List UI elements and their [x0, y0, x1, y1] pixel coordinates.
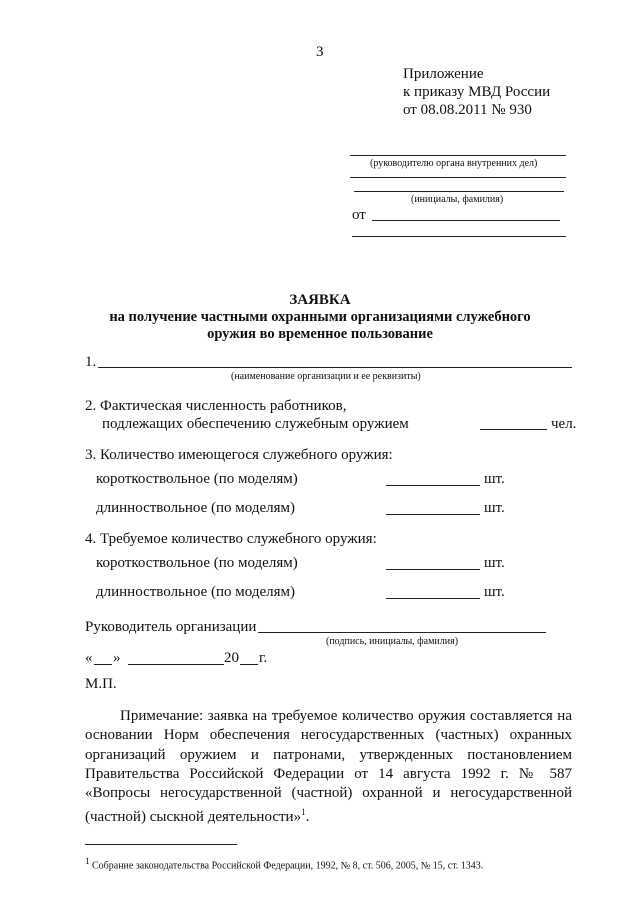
item3-short-label: короткоствольное (по моделям) [96, 471, 298, 487]
item1-number: 1. [85, 354, 97, 370]
item1-caption: (наименование организации и ее реквизиты) [231, 371, 421, 382]
addressee-line-2 [350, 177, 566, 178]
item1-line [98, 367, 572, 368]
item2-line1: 2. Фактическая численность работников, [85, 398, 347, 414]
date-month-blank [128, 664, 224, 665]
head-label: Руководитель организации [85, 619, 257, 635]
item3-heading: 3. Количество имеющегося служебного оружия: [85, 447, 393, 463]
footnote-separator [85, 844, 237, 845]
date-day-blank [94, 664, 112, 665]
addressee-name-caption: (инициалы, фамилия) [411, 194, 504, 205]
footnote-mark: 1 [85, 856, 90, 866]
addressee-name-line [354, 191, 564, 192]
header-appendix: Приложение [403, 66, 484, 82]
date-year-prefix: 20 [224, 650, 239, 666]
item2-unit: чел. [551, 416, 577, 432]
from-line-2 [352, 236, 566, 237]
head-signature-line [258, 632, 546, 633]
page-number: 3 [316, 44, 324, 60]
item4-short-label: короткоствольное (по моделям) [96, 555, 298, 571]
date-year-blank [240, 664, 258, 665]
doc-title: ЗАЯВКА [289, 292, 351, 308]
item4-short-blank [386, 569, 480, 570]
date-quote-open: « [85, 650, 93, 666]
item4-long-label: длинноствольное (по моделям) [96, 584, 296, 600]
item3-short-unit: шт. [484, 471, 505, 487]
item4-heading: 4. Требуемое количество служебного оружия: [85, 531, 377, 547]
from-line [372, 220, 560, 221]
header-order: к приказу МВД России [403, 84, 551, 100]
item2-blank [480, 429, 547, 430]
item4-long-blank [386, 598, 480, 599]
item4-short-unit: шт. [484, 555, 505, 571]
note-footnote-mark: 1 [301, 807, 306, 818]
doc-subtitle-1: на получение частными охранными организациями служебного [109, 309, 531, 325]
header-order-date: от 08.08.2011 № 930 [403, 102, 532, 118]
footnote [85, 856, 483, 871]
doc-subtitle-2: оружия во временное пользование [207, 326, 433, 342]
item2-line2: подлежащих обеспечению служебным оружием [102, 416, 409, 432]
note-paragraph: Примечание: заявка на требуемое количество оружия составляется на основании Норм обеспечения негосударственных (частных) охранных организаций оружием и патронами, утвержденных постановлением Правительства Российской Федерации от 14 августа 1992 г. № 587 «Вопросы негосударственной (частной) охранной и негосударственной (частной) сыскной деятельности»$^1$. [85, 708, 572, 826]
item3-long-label: длинноствольное (по моделям) [96, 500, 296, 516]
date-suffix: г. [259, 650, 268, 666]
item3-long-unit: шт. [484, 500, 505, 516]
from-label: от [352, 207, 366, 223]
item3-long-blank [386, 514, 480, 515]
item3-short-blank [386, 485, 480, 486]
item4-long-unit: шт. [484, 584, 505, 600]
addressee-head-caption: (руководителю органа внутренних дел) [370, 158, 538, 169]
date-quote-close: » [113, 650, 121, 666]
addressee-head-line [350, 155, 566, 156]
stamp-label: М.П. [85, 676, 117, 692]
footnote-text: Собрание законодательства Российской Федерации, 1992, № 8, ст. 506, 2005, № 15, ст. 1343. [92, 860, 484, 872]
head-signature-caption: (подпись, инициалы, фамилия) [326, 636, 459, 647]
note-text: Примечание: заявка на требуемое количество оружия составляется на основании Норм обеспечения негосударственных (частных) охранных организаций оружием и патронами, утвержденных постановлением Правительства Российской Федерации от 14 августа 1992 г. № 587 «Вопросы негосударственной (частной) охранной и негосударственной (частной) сыскной деятельности» [85, 708, 572, 826]
